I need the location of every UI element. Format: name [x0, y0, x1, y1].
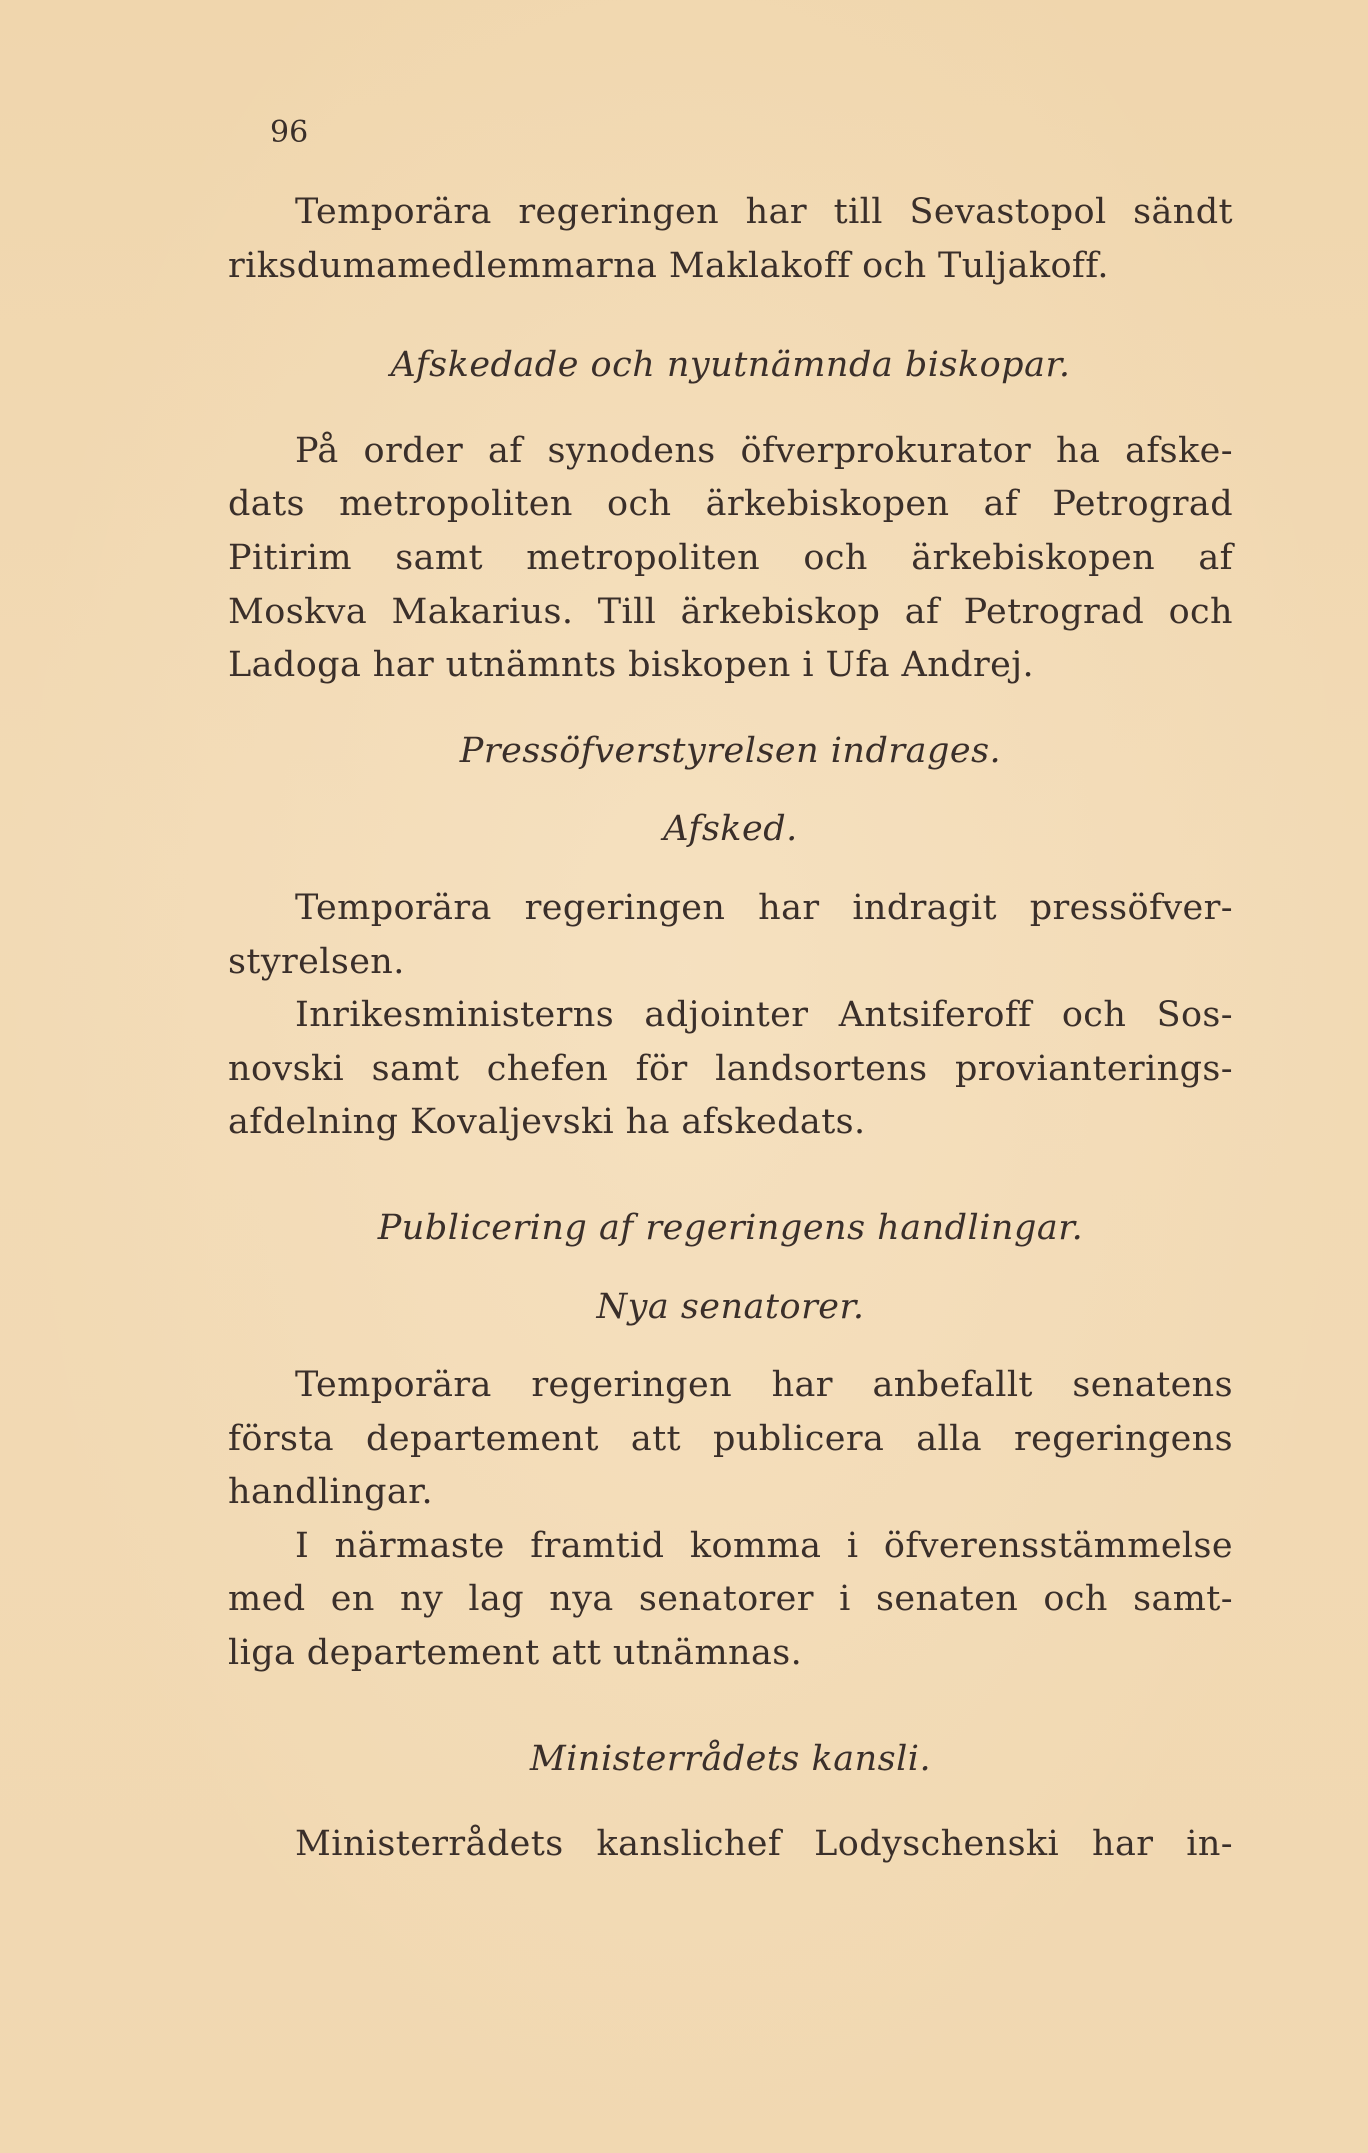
section-heading-biskopar: Afskedade och nyutnämnda biskopar. — [390, 345, 1071, 386]
paragraph-kanslichef — [228, 1818, 1233, 1872]
text-line: första departement att publicera alla regeringens — [228, 1418, 1233, 1459]
section-heading-publicering: Publicering af regeringens handlingar. — [377, 1207, 1084, 1248]
paragraph-synod — [228, 425, 1233, 693]
paragraph-sevastopol — [228, 186, 1233, 293]
text-line: styrelsen. — [228, 941, 405, 982]
page-number: 96 — [270, 115, 309, 150]
text-line: liga departement att utnämnas. — [228, 1633, 803, 1674]
text-line: Moskva Makarius. Till ärkebiskop af Petrograd och — [228, 591, 1233, 632]
paragraph-pressofverstyrelsen — [228, 882, 1233, 989]
section-heading-ministerradets-kansli: Ministerrådets kansli. — [529, 1738, 932, 1779]
text-line: riksdumamedlemmarna Maklakoff och Tuljakoff. — [228, 245, 1109, 286]
text-line: Temporära regeringen har anbefallt senatens — [295, 1365, 1233, 1406]
paragraph-inrikesministerns — [228, 989, 1233, 1150]
paragraph-senatorer — [228, 1520, 1233, 1681]
text-line: Ministerrådets kanslichef Lodyschenski har in- — [295, 1824, 1233, 1865]
section-heading-afsked: Afsked. — [663, 809, 798, 850]
text-line: med en ny lag nya senatorer i senaten och samt- — [228, 1579, 1233, 1620]
text-line: I närmaste framtid komma i öfverensstämmelse — [295, 1525, 1233, 1566]
paragraph-senatens — [228, 1359, 1233, 1520]
text-line: På order af synodens öfverprokurator ha afske- — [295, 430, 1233, 471]
text-line: Ladoga har utnämnts biskopen i Ufa Andrej. — [228, 645, 1034, 686]
section-heading-nya-senatorer: Nya senatorer. — [596, 1286, 865, 1327]
text-column — [228, 186, 1233, 1872]
text-line: Temporära regeringen har indragit pressöfver- — [295, 887, 1233, 928]
text-line: Pitirim samt metropoliten och ärkebiskopen af — [228, 537, 1233, 578]
text-line: afdelning Kovaljevski ha afskedats. — [228, 1102, 866, 1143]
text-line: handlingar. — [228, 1472, 433, 1513]
text-line: Temporära regeringen har till Sevastopol sändt — [295, 192, 1233, 232]
text-line: novski samt chefen för landsortens provianterings- — [228, 1048, 1233, 1089]
text-line: Inrikesministerns adjointer Antsiferoff och Sos- — [295, 995, 1233, 1036]
section-heading-pressofverstyrelsen: Pressöfverstyrelsen indrages. — [459, 730, 1002, 771]
text-line: dats metropoliten och ärkebiskopen af Petrograd — [228, 484, 1233, 525]
